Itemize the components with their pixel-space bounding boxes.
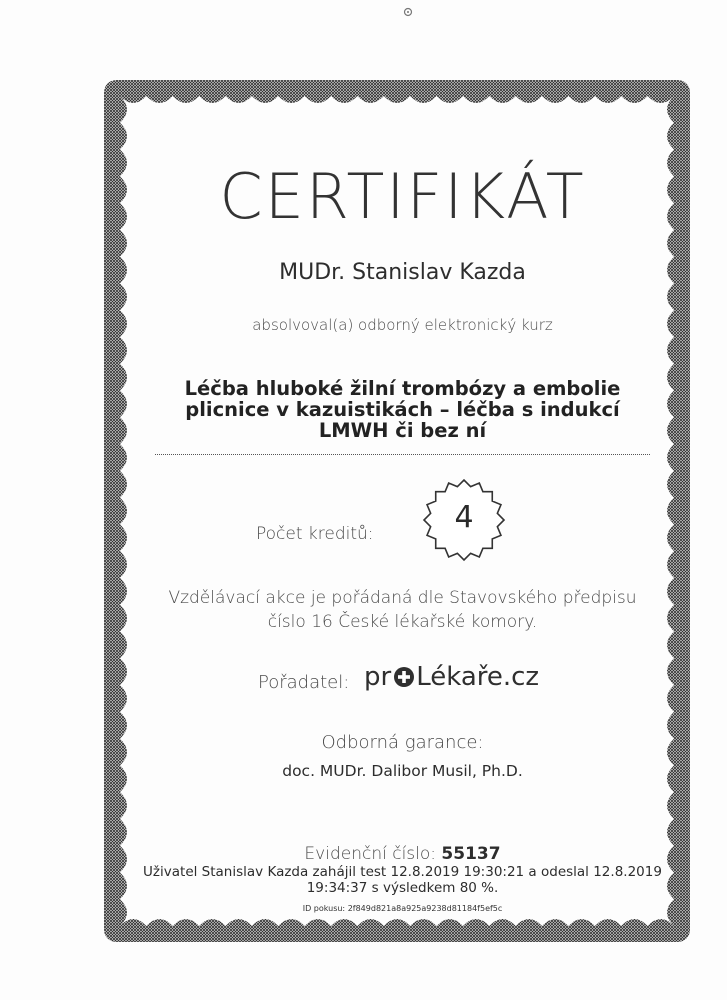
dotted-divider — [155, 454, 650, 455]
recipient-name: MUDr. Stanislav Kazda — [279, 260, 526, 285]
credits-value: 4 — [454, 500, 474, 535]
evidence-value: 55137 — [441, 844, 501, 864]
logo-suffix: Lékaře.cz — [416, 662, 540, 692]
logo-prefix: pr — [364, 662, 392, 692]
accreditation-line: číslo 16 České lékařské komory. — [267, 612, 538, 632]
user-test-info — [130, 864, 675, 896]
attempt-id — [150, 904, 655, 913]
attempt-label: ID pokusu: — [302, 904, 346, 913]
user-test-line: Uživatel Stanislav Kazda zahájil test 12.8.2019 19:30:21 a odeslal 12.8.2019 — [143, 864, 662, 880]
organizer-logo — [364, 662, 539, 696]
user-test-line: 19:34:37 s výsledkem 80 %. — [306, 880, 499, 896]
course-title-line: LMWH či bez ní — [318, 419, 487, 442]
evidence-number — [150, 844, 655, 864]
course-title-line: Léčba hluboké žilní trombózy a embolie — [184, 377, 621, 400]
accreditation-text — [150, 586, 655, 634]
completed-text: absolvoval(a) odborný elektronický kurz — [252, 316, 553, 334]
organizer-label: Pořadatel: — [258, 672, 350, 693]
garance-label: Odborná garance: — [321, 732, 484, 753]
course-title — [150, 378, 655, 441]
garance-name: doc. MUDr. Dalibor Musil, Ph.D. — [282, 762, 523, 780]
attempt-value: 2f849d821a8a925a9238d81184f5ef5c — [347, 904, 503, 913]
evidence-label: Evidenční číslo: — [304, 844, 436, 864]
certificate-title: CERTIFIKÁT — [219, 160, 586, 233]
accreditation-line: Vzdělávací akce je pořádaná dle Stavovského předpisu — [168, 588, 637, 608]
credits-label: Počet kreditů: — [256, 524, 374, 544]
course-title-line: plicnice v kazuistikách – léčba s indukcí — [185, 398, 620, 421]
plus-circle-icon — [393, 666, 415, 688]
